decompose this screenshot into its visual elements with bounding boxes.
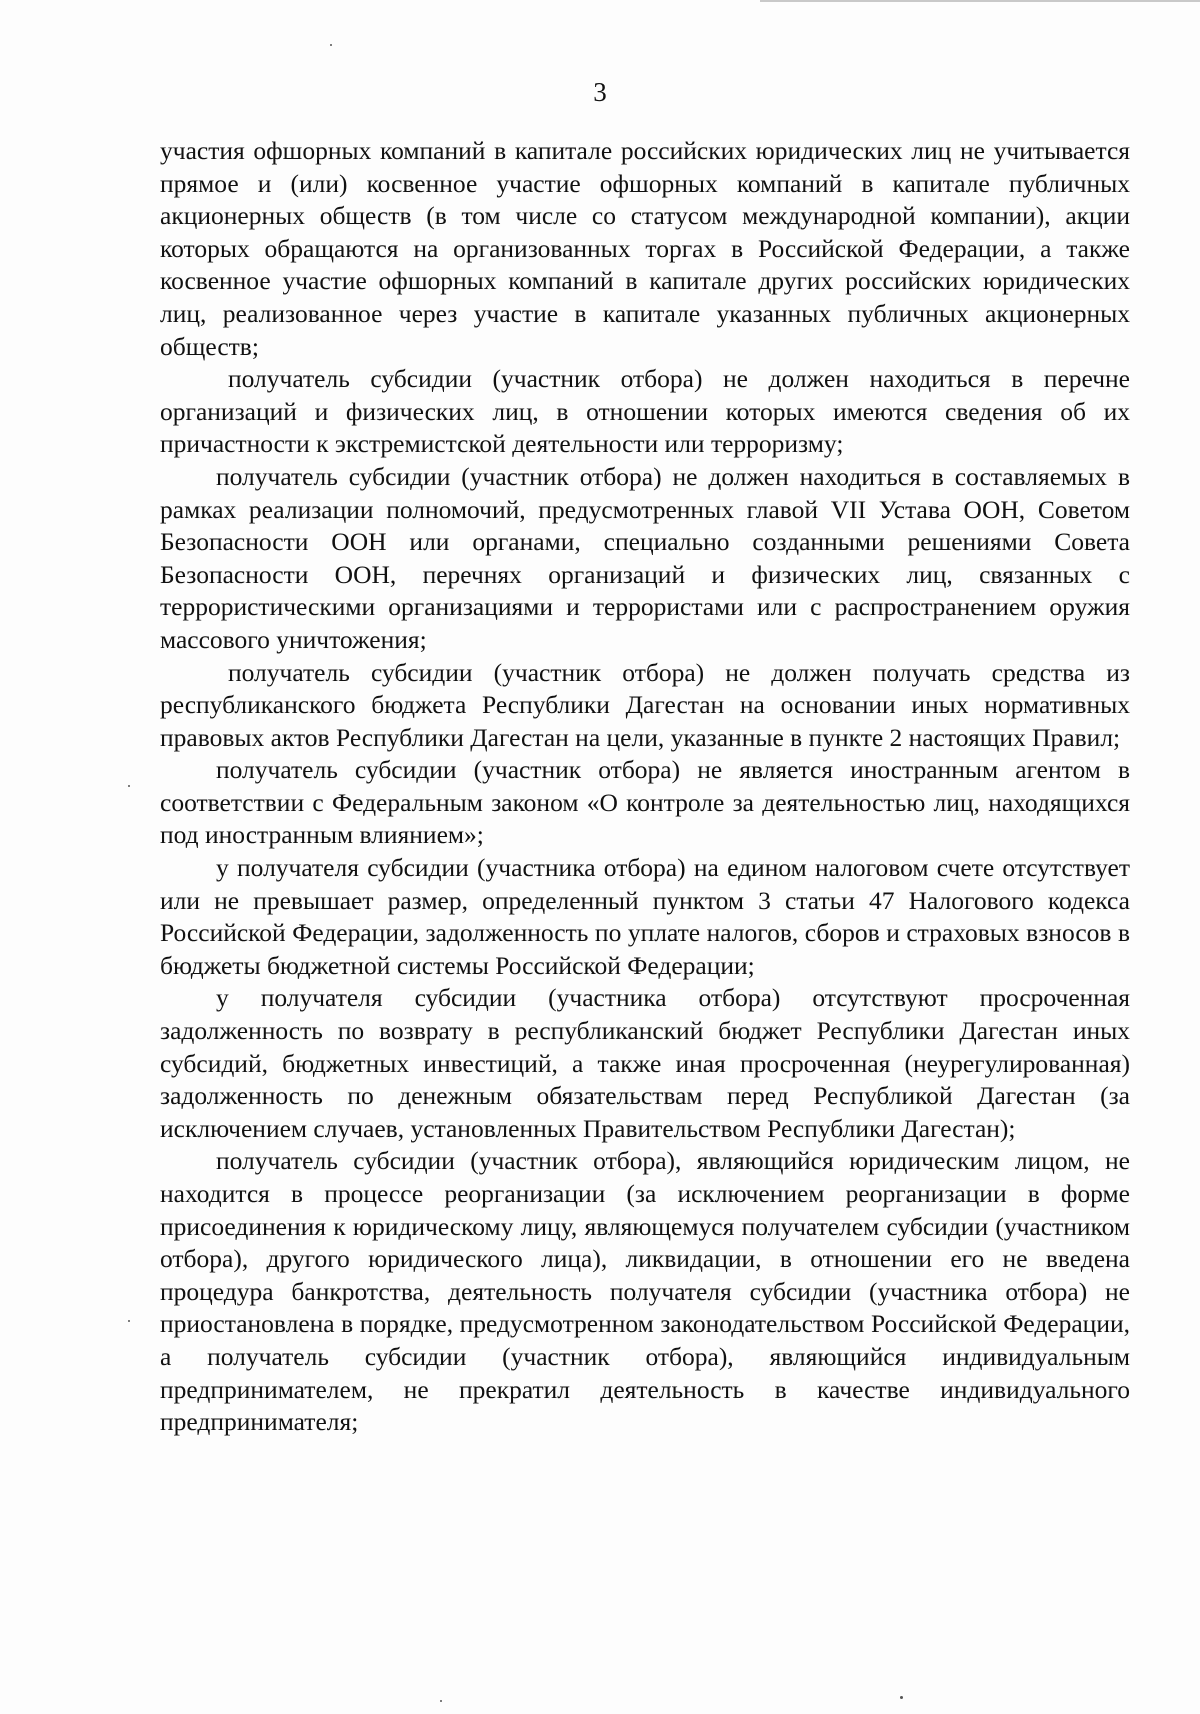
paragraph-reorganization-liquidation: получатель субсидии (участник отбора), являющийся юридическим лицом, не находится в процессе реорганизации (за исключением реорганизации в форме присоединения к юридическому лицу, являющемуся получателем субсидии (участником отбора), другого юридического лица), ликвидации, в отношении его не введена процедура банкротства, деятельность получателя субсидии (участника отбора) не приостановлена в порядке, предусмотренном законодательством Российской Федерации, а получатель субсидии (участник отбора), являющийся индивидуальным предпринимателем, не прекратил деятельность в качестве индивидуального предпринимателя; — [160, 1146, 1130, 1437]
scan-speck — [128, 1320, 130, 1322]
document-body — [160, 135, 1130, 1439]
paragraph-foreign-agent: получатель субсидии (участник отбора) не является иностранным агентом в соответствии с Федеральным законом «О контроле за деятельностью лиц, находящихся под иностранным влиянием»; — [160, 755, 1130, 850]
scan-edge-line — [760, 0, 1200, 2]
scan-speck — [900, 1696, 903, 1699]
paragraph-other-budget-funds: получатель субсидии (участник отбора) не должен получать средства из республиканского бюджета Республики Дагестан на основании иных нормативных правовых актов Республики Дагестан на цели, указанные в пункте 2 настоящих Правил; — [160, 657, 1130, 752]
scan-speck — [330, 44, 332, 46]
paragraph-tax-debt: у получателя субсидии (участника отбора) на едином налоговом счете отсутствует или не превышает размер, определенный пунктом 3 статьи 47 Налогового кодекса Российской Федерации, задолженность по уплате налогов, сборов и страховых взносов в бюджеты бюджетной системы Российской Федерации; — [160, 853, 1130, 980]
scan-speck — [128, 785, 130, 787]
paragraph-overdue-debt: у получателя субсидии (участника отбора) отсутствуют просроченная задолженность по возврату в республиканский бюджет Республики Дагестан иных субсидий, бюджетных инвестиций, а также иная просроченная (неурегулированная) задолженность по денежным обязательствам перед Республикой Дагестан (за исключением случаев, установленных Правительством Республики Дагестан); — [160, 983, 1130, 1143]
scan-speck — [440, 1700, 442, 1702]
paragraph-offshore-participation: участия офшорных компаний в капитале российских юридических лиц не учитывается прямое и (или) косвенное участие офшорных компаний в капитале публичных акционерных обществ (в том числе со статусом международной компании), акции которых обращаются на организованных торгах в Российской Федерации, а также косвенное участие офшорных компаний в капитале других российских юридических лиц, реализованное через участие в капитале указанных публичных акционерных обществ; — [160, 136, 1130, 361]
page-number: 3 — [593, 77, 607, 107]
paragraph-extremism-list: получатель субсидии (участник отбора) не должен находиться в перечне организаций и физических лиц, в отношении которых имеются сведения об их причастности к экстремистской деятельности или терроризму; — [160, 364, 1130, 459]
paragraph-un-security-council-list: получатель субсидии (участник отбора) не должен находиться в составляемых в рамках реализации полномочий, предусмотренных главой VII Устава ООН, Советом Безопасности ООН или органами, специально созданными решениями Совета Безопасности ООН, перечнях организаций и физических лиц, связанных с террористическими организациями и террористами или с распространением оружия массового уничтожения; — [160, 461, 1130, 654]
